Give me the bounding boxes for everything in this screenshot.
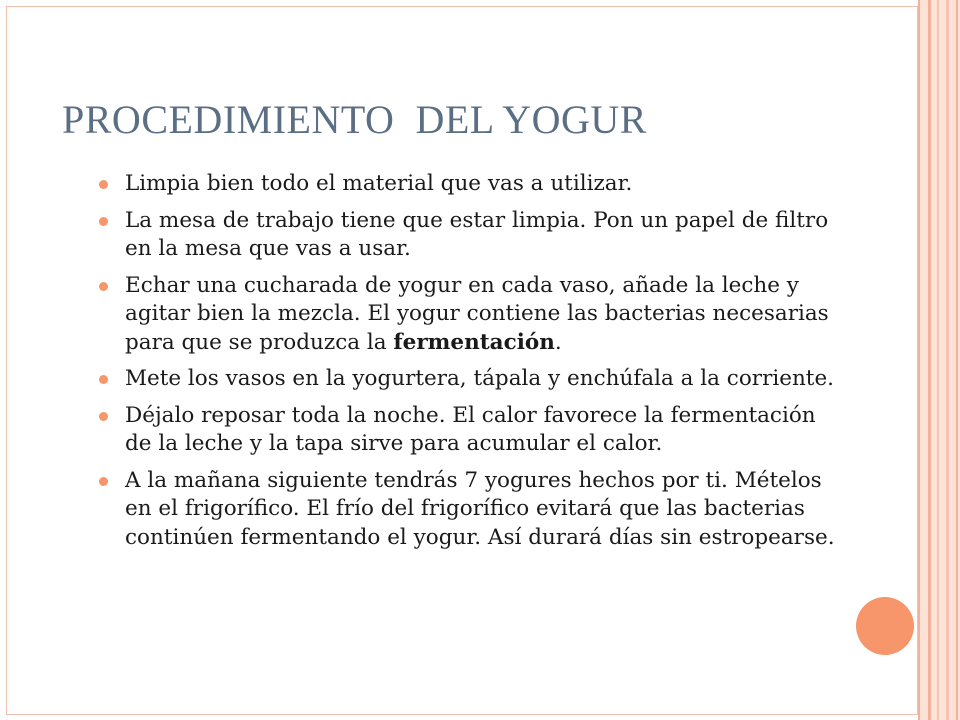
bullet-item bbox=[98, 170, 838, 199]
bullet-dot-icon bbox=[99, 375, 108, 384]
bullet-dot-icon bbox=[99, 412, 108, 421]
bullet-text: La mesa de trabajo tiene que estar limpia. Pon un papel de filtro en la mesa que vas a usar. bbox=[125, 207, 829, 261]
bullet-bold-term: fermentación bbox=[393, 329, 555, 355]
bullet-dot-icon bbox=[99, 180, 108, 189]
bullet-item bbox=[98, 402, 838, 459]
stripe bbox=[928, 0, 931, 720]
bullet-text: Limpia bien todo el material que vas a utilizar. bbox=[125, 171, 633, 196]
bullet-item bbox=[98, 467, 838, 553]
stripe bbox=[937, 0, 939, 720]
decorative-circle bbox=[856, 597, 914, 655]
bullet-text: Déjalo reposar toda la noche. El calor favorece la fermentación de la leche y la tapa sirve para acumular el calor. bbox=[125, 402, 816, 456]
bullet-text: Mete los vasos en la yogurtera, tápala y enchúfala a la corriente. bbox=[125, 366, 834, 391]
bullet-dot-icon bbox=[99, 217, 108, 226]
bullet-dot-icon bbox=[99, 282, 108, 291]
bullet-item bbox=[98, 207, 838, 264]
stripe bbox=[918, 0, 920, 720]
decorative-side-stripes bbox=[918, 0, 960, 720]
bullet-dot-icon bbox=[99, 477, 108, 486]
bullet-text-end: . bbox=[554, 329, 562, 355]
slide-title: PROCEDIMIENTO DEL YOGUR bbox=[62, 97, 647, 142]
bullet-text: Echar una cucharada de yogur en cada vaso, añade la leche y agitar bien la mezcla. El yogur contiene las bacterias necesarias para que se produzca la bbox=[125, 272, 829, 355]
stripe bbox=[956, 0, 958, 720]
bullet-item bbox=[98, 365, 838, 394]
stripe bbox=[946, 0, 949, 720]
bullet-text: A la mañana siguiente tendrás 7 yogures hechos por ti. Mételos en el frigorífico. El frío del frigorífico evitará que las bacterias continúen fermentando el yogur. Así durará días sin estropearse. bbox=[125, 467, 835, 550]
bullet-list bbox=[98, 170, 838, 560]
bullet-item bbox=[98, 272, 838, 358]
